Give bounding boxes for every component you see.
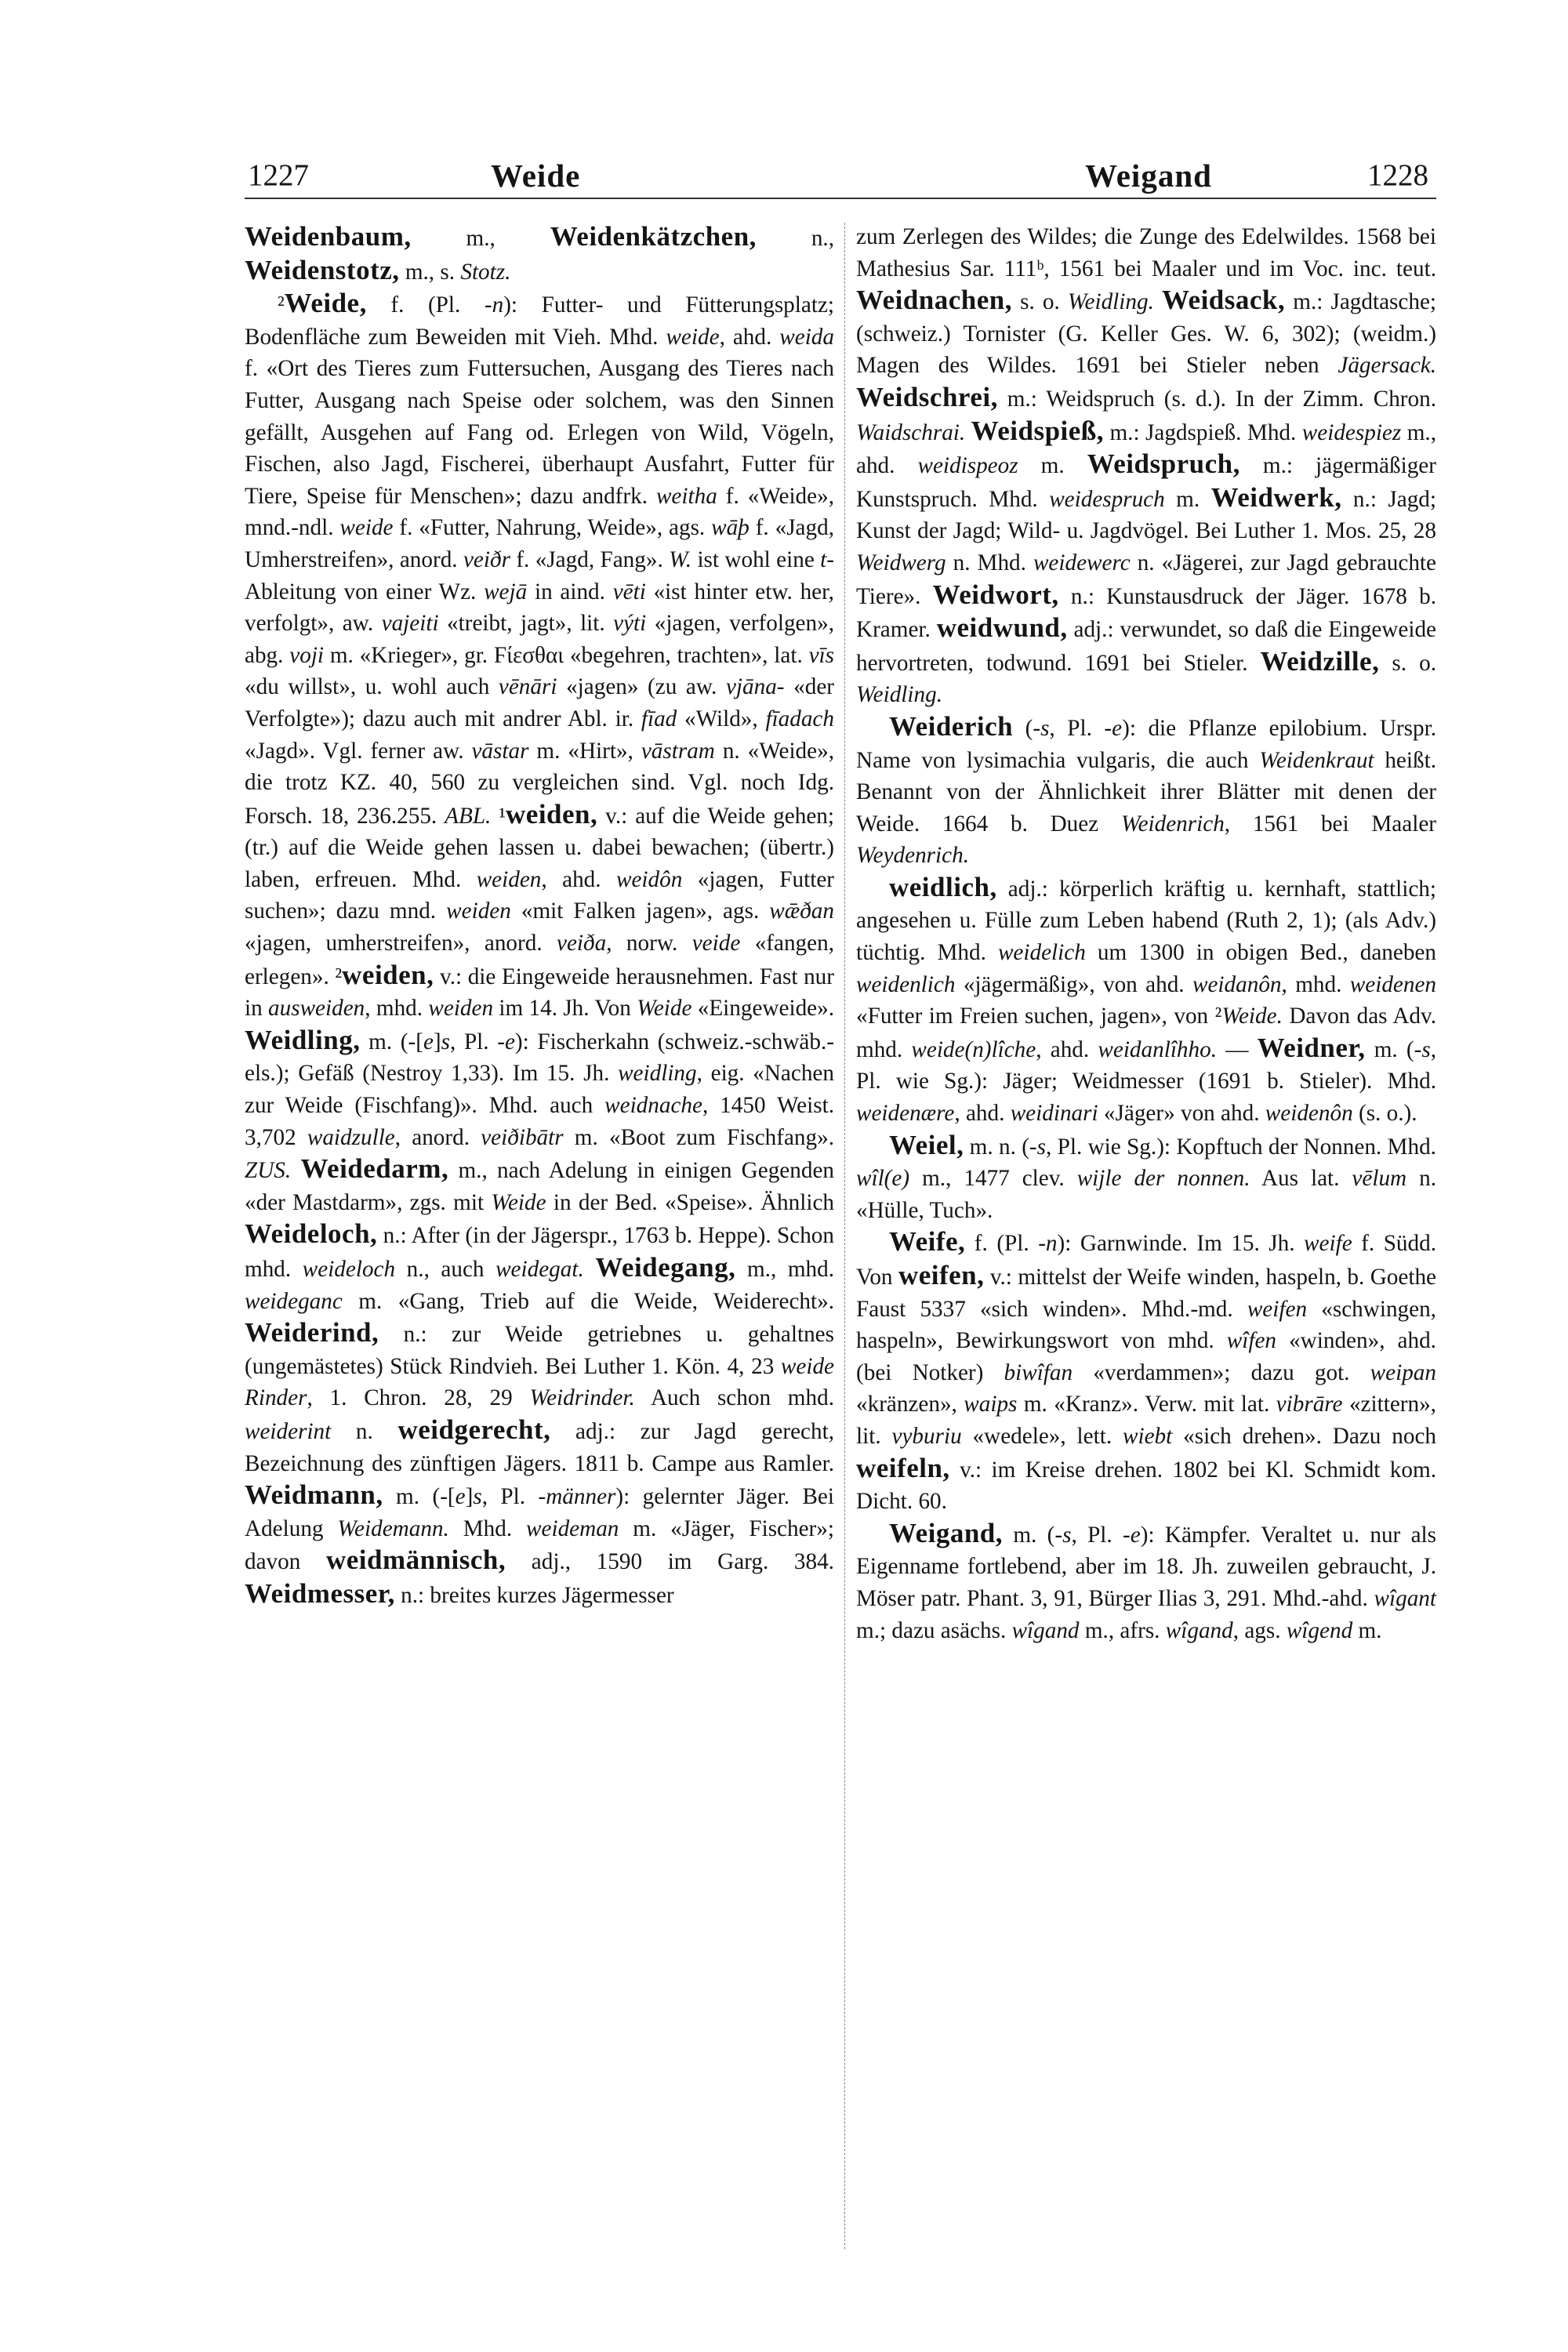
italic-form: veiðr xyxy=(463,546,510,572)
entry-text: adj.: körperlich kräftig u. kernhaft, stattlich; angesehen u. Fülle zum Leben habend (Ruth 2, 1); (als Adv.) tüchtig. Mhd. xyxy=(856,876,1436,966)
entry-text: m. «Gang, Trieb auf die Weide, Weiderecht». xyxy=(342,1288,834,1314)
column-divider xyxy=(844,223,845,2249)
entry-text: «treibt, jagt», lit. xyxy=(438,611,614,637)
headword: Weidedarm, xyxy=(300,1153,449,1185)
italic-form: weidewerc xyxy=(1033,550,1131,575)
entry-text: «mit Falken jagen», ags. xyxy=(510,898,770,924)
italic-form: e xyxy=(423,1029,434,1054)
italic-form: wîgant xyxy=(1374,1585,1436,1611)
entry-text: m. (-[ xyxy=(360,1029,423,1054)
entry-text: m., nach Adelung in einigen Gegenden «der Mastdarm», zgs. mit xyxy=(245,1158,835,1215)
entry-paragraph xyxy=(856,872,1436,1130)
entry-text: , Pl. - xyxy=(1049,715,1112,741)
entry-text: m. «Jäger, Fischer»; davon xyxy=(245,1515,834,1575)
italic-form: weidespiez xyxy=(1301,419,1402,445)
entry-text: in aind. xyxy=(527,579,613,604)
headword: Weidnachen, xyxy=(856,285,1013,316)
entry-text: , Pl. wie Sg.): Kopftuch der Nonnen. Mhd. xyxy=(1046,1134,1436,1160)
italic-form: voji xyxy=(289,642,325,668)
entry-text: , mhd. xyxy=(365,996,429,1022)
italic-form: Weide xyxy=(637,996,692,1022)
entry-text: (s. o.). xyxy=(1352,1101,1417,1127)
entry-text: v.: mittelst der Weife winden, haspeln, b. Goethe Faust 5337 «sich winden». Mhd.-md. xyxy=(856,1265,1436,1322)
headword: weifen, xyxy=(898,1260,985,1290)
entry-text: f. (Pl. xyxy=(366,292,485,318)
italic-form: weidôn xyxy=(616,866,683,892)
entry-text: ): gelernter Jäger. Bei Adelung xyxy=(245,1484,834,1541)
entry-text: «kränzen», xyxy=(856,1392,964,1417)
italic-form: weitha xyxy=(655,483,717,509)
entry-text: «sich drehen». Dazu noch xyxy=(1172,1423,1436,1449)
headword: Weidschrei, xyxy=(856,381,998,412)
italic-form: weidnache xyxy=(604,1093,702,1119)
running-head-right: Weigand xyxy=(1085,158,1212,194)
entry-text: m.: Jagdtasche; (schweiz.) Tornister (G. Keller Ges. W. 6, 302); (weidm.) Magen des Wildes. 1691 bei Stieler neben xyxy=(856,289,1437,379)
entry-text: , Pl. - xyxy=(1071,1522,1131,1548)
entry-text: heißt. Benannt von der Ähnlichkeit ihrer Blätter mit denen der Weide. 1664 b. Duez xyxy=(856,747,1436,837)
italic-form: ABL. xyxy=(445,803,492,829)
italic-form: vibrāre xyxy=(1276,1392,1343,1417)
entry-paragraph xyxy=(856,1518,1436,1646)
italic-form: weidegat. xyxy=(495,1257,584,1282)
italic-form: vajeiti xyxy=(381,611,439,637)
italic-form: -n xyxy=(484,292,504,318)
italic-form: -n xyxy=(1038,1231,1058,1257)
entry-text: n. «Weide», die trotz KZ. 40, 560 zu vergleichen sind. Vgl. noch Idg. Forsch. 18, 236.255. xyxy=(245,738,834,829)
entry-text: m. (- xyxy=(1003,1522,1063,1548)
entry-text: m. «Hirt», xyxy=(528,738,641,764)
italic-form: vēti xyxy=(612,579,646,604)
italic-form: Weide xyxy=(491,1189,546,1215)
entry-text: «der Verfolgte»); dazu auch mit andrer Abl. ir. xyxy=(245,674,834,731)
italic-form: vāstar xyxy=(471,738,529,764)
italic-form: weipan xyxy=(1370,1359,1436,1385)
entry-text: n., auch xyxy=(395,1257,496,1282)
entry-text: , 1561 bei Maaler xyxy=(1224,811,1436,837)
italic-form: -e xyxy=(497,1029,515,1054)
headword: Weidenkätzchen, xyxy=(550,221,757,252)
headword: Weidspieß, xyxy=(971,415,1105,446)
entry-text: v.: im Kreise drehen. 1802 bei Kl. Schmidt kom. Dicht. 60. xyxy=(856,1457,1436,1515)
italic-form: Weidling. xyxy=(856,682,942,708)
entry-text: (- xyxy=(1013,715,1041,741)
entry-text: m. n. (- xyxy=(964,1134,1037,1160)
entry-text: im 14. Jh. Von xyxy=(493,996,637,1022)
headword: Weidwerk, xyxy=(1210,481,1342,513)
entry-text: , ahd. xyxy=(1036,1036,1098,1062)
entry-text: m.: Weidspruch (s. d.). In der Zimm. Chron. xyxy=(997,386,1436,412)
entry-text: f. «Futter, Nahrung, Weide», ags. xyxy=(393,515,712,541)
entry-text: «Wild», xyxy=(677,706,766,731)
italic-form: s xyxy=(1036,1134,1047,1160)
entry-text: n. «Jägerei, zur Jagd gebrauchte Tiere». xyxy=(856,550,1436,609)
entry-text: s. o. xyxy=(1379,650,1436,676)
headword: Weiel, xyxy=(889,1129,964,1160)
headword: weiden, xyxy=(506,798,598,829)
entry-text: «zittern», lit. xyxy=(856,1392,1436,1449)
headword: Weide, xyxy=(284,288,367,319)
entry-text: s. o. xyxy=(1012,289,1068,315)
italic-form: weidenôn xyxy=(1265,1101,1353,1127)
italic-form: weidenen xyxy=(1349,971,1437,997)
italic-form: wiebt xyxy=(1123,1423,1173,1449)
entry-text: m. «Boot zum Fischfang». xyxy=(563,1124,834,1150)
entry-text: n.: After (in der Jägerspr., 1763 b. Heppe). Schon mhd. xyxy=(245,1223,834,1282)
italic-form: weiden xyxy=(446,898,511,924)
page-number-left: 1227 xyxy=(248,158,309,192)
entry-paragraph xyxy=(856,1130,1436,1227)
entry-text: , ahd. xyxy=(719,324,780,350)
italic-form: fīad xyxy=(641,706,677,731)
entry-paragraph xyxy=(856,221,1436,711)
italic-form: weifen xyxy=(1247,1296,1308,1322)
entry-text: n. Mhd. xyxy=(946,550,1033,575)
italic-form: wejā xyxy=(484,579,528,604)
entry-text: m.: jägermäßiger Kunstspruch. Mhd. xyxy=(856,453,1436,512)
entry-text: ] xyxy=(433,1029,441,1054)
italic-form: vyburiu xyxy=(891,1423,962,1449)
entry-text: m. «Kranz». Verw. mit lat. xyxy=(1017,1392,1276,1417)
entry-text: «jagen, Futter suchen»; dazu mnd. xyxy=(245,866,834,924)
entry-text: Davon das Adv. mhd. xyxy=(856,1004,1437,1062)
entry-text: f. Südd. Von xyxy=(856,1231,1437,1290)
entry-text: — xyxy=(1217,1036,1258,1062)
entry-text: «du willst», u. wohl auch xyxy=(245,674,499,700)
entry-text: «jägermäßig», von ahd. xyxy=(955,971,1192,997)
entry-text: «ist hinter etw. her, verfolgt», aw. xyxy=(245,579,834,637)
italic-form: s xyxy=(1040,715,1050,741)
headword: Weidmesser, xyxy=(245,1577,395,1609)
right-column xyxy=(856,221,1436,1646)
italic-form: Weidling. xyxy=(1067,289,1154,315)
italic-form: e xyxy=(1130,1522,1141,1548)
entry-paragraph xyxy=(856,1226,1436,1517)
italic-form: wîfen xyxy=(1226,1328,1277,1354)
entry-text: Aus lat. xyxy=(1250,1166,1352,1192)
italic-form: vīs xyxy=(808,642,834,668)
italic-form: ausweiden xyxy=(268,996,365,1022)
entry-text: «schwingen, haspeln», Bewirkungswort von mhd. xyxy=(856,1296,1436,1354)
entry-text: , ags. xyxy=(1232,1617,1287,1643)
entry-text: um 1300 in obigen Bed., daneben xyxy=(1085,940,1436,966)
italic-form: weida xyxy=(779,324,834,350)
entry-text: n. xyxy=(331,1418,398,1444)
entry-text: -Ableitung von einer Wz. xyxy=(245,546,834,604)
entry-text: «jagen, verfolgen», abg. xyxy=(245,611,834,668)
headword: Weidzille, xyxy=(1260,645,1380,677)
italic-form: weidelich xyxy=(997,940,1086,966)
italic-form: -männer xyxy=(538,1484,616,1510)
italic-form: weidling xyxy=(618,1061,697,1087)
italic-form: weiden xyxy=(476,866,542,892)
entry-text: f. «Jagd, Fang». xyxy=(510,546,670,572)
entry-text: «Jäger» von ahd. xyxy=(1098,1101,1265,1127)
italic-form: wǣðan xyxy=(769,898,834,924)
entry-text: n.: breites kurzes Jägermesser xyxy=(394,1582,674,1608)
italic-form: s xyxy=(473,1484,482,1510)
entry-text: m., s. xyxy=(399,259,461,285)
italic-form: Weidwerg xyxy=(856,550,946,575)
headword: Weife, xyxy=(889,1226,966,1258)
entry-text: , Pl. xyxy=(481,1484,539,1510)
headword: Weiderich xyxy=(889,710,1014,742)
entry-text: «jagen, umherstreifen», anord. xyxy=(245,931,557,956)
entry-text: n.: zur Weide getriebnes u. gehaltnes (ungemästetes) Stück Rindvieh. Bei Luther 1. Kön. 4, 23 xyxy=(245,1322,834,1379)
headword: Weideloch, xyxy=(245,1218,378,1250)
entry-text: n. «Hülle, Tuch». xyxy=(856,1166,1436,1223)
entry-text: ¹ xyxy=(491,803,506,829)
headword: weidlich, xyxy=(889,871,997,902)
entry-text: m.: Jagdspieß. Mhd. xyxy=(1104,419,1302,445)
italic-form: weife xyxy=(1304,1231,1352,1257)
italic-form: výti xyxy=(613,611,647,637)
italic-form: fīadach xyxy=(765,706,834,731)
headword: Weidner, xyxy=(1257,1032,1366,1063)
entry-text xyxy=(1154,289,1162,314)
entry-text: «winden», ahd. (bei Notker) xyxy=(856,1328,1436,1385)
italic-form: veide xyxy=(691,931,741,956)
italic-form: e xyxy=(455,1484,466,1510)
headword: weidmännisch, xyxy=(325,1544,506,1576)
italic-form: wāþ xyxy=(711,515,750,541)
italic-form: s xyxy=(441,1029,450,1054)
headword: Weigand, xyxy=(889,1517,1004,1548)
italic-form: weiderint xyxy=(245,1418,332,1444)
entry-paragraph xyxy=(245,221,834,288)
italic-form: wîgand xyxy=(1011,1617,1080,1643)
italic-form: veiðibātr xyxy=(481,1124,564,1150)
entry-text: , ahd. xyxy=(954,1101,1011,1127)
italic-form: e xyxy=(1112,715,1123,741)
headword: Weidegang, xyxy=(595,1252,736,1283)
entry-paragraph xyxy=(856,711,1436,872)
entry-text: Auch schon mhd. xyxy=(634,1385,834,1411)
italic-form: ZUS. xyxy=(245,1158,292,1184)
headword: Weidsack, xyxy=(1161,285,1286,316)
entry-text: «wedele», lett. xyxy=(961,1423,1123,1449)
headword: Weidling, xyxy=(245,1024,361,1055)
italic-form: Weidemann. xyxy=(337,1515,449,1541)
italic-form: weidispeoz xyxy=(917,453,1018,479)
entry-text: «Jagd». Vgl. ferner aw. xyxy=(245,738,472,764)
italic-form: weideganc xyxy=(245,1288,343,1314)
italic-form: t xyxy=(820,546,827,572)
headword: Weidwort, xyxy=(932,579,1059,610)
running-head-left: Weide xyxy=(491,158,581,194)
entry-text: «verdammen»; dazu got. xyxy=(1073,1359,1370,1385)
italic-form: Weidenkraut xyxy=(1259,747,1374,773)
headword: weiden, xyxy=(342,959,434,990)
entry-text: «fangen, erlegen». ² xyxy=(245,931,834,989)
italic-form: weiden xyxy=(428,996,494,1022)
entry-text: v.: die Eingeweide herausnehmen. Fast nur in xyxy=(245,964,834,1022)
italic-form: Weidrinder. xyxy=(529,1385,635,1411)
entry-text: ): Fischerkahn (schweiz.-schwäb.-els.); Gefäß (Nestroy 1,33). Im 15. Jh. xyxy=(245,1029,834,1087)
italic-form: Waidschrai. xyxy=(856,419,966,445)
italic-form: weide Rinder xyxy=(245,1353,834,1411)
entry-text: m.; dazu asächs. xyxy=(856,1617,1012,1643)
entry-text: , norw. xyxy=(606,931,692,956)
italic-form: weidespruch xyxy=(1049,486,1165,512)
entry-text: , eig. «Nachen zur Weide (Fischfang)». Mhd. auch xyxy=(245,1061,834,1119)
italic-form: waips xyxy=(964,1392,1018,1417)
entry-text xyxy=(965,420,971,445)
headword: Weidmann, xyxy=(245,1479,383,1511)
entry-text: «Eingeweide». xyxy=(691,996,835,1022)
entry-text: ): Garnwinde. Im 15. Jh. xyxy=(1057,1231,1305,1257)
italic-form: vēnāri xyxy=(498,674,557,700)
left-column xyxy=(245,221,834,1612)
entry-text: m., xyxy=(411,226,550,251)
entry-text: adj., 1590 im Garg. 384. xyxy=(506,1549,834,1575)
entry-text: , anord. xyxy=(394,1124,481,1150)
italic-form: weidinari xyxy=(1010,1101,1098,1127)
entry-text xyxy=(291,1158,300,1183)
entry-text: , ahd. xyxy=(541,866,616,892)
entry-text: n.: Kunstausdruck der Jäger. 1678 b. Kramer. xyxy=(856,583,1436,643)
entry-text: ² xyxy=(278,292,285,318)
italic-form: weide xyxy=(666,324,720,350)
headword: Weidenstotz, xyxy=(245,254,400,285)
italic-form: wijle der nonnen. xyxy=(1076,1166,1250,1192)
italic-form: weidenlich xyxy=(856,971,956,997)
entry-text: m., mhd. xyxy=(735,1257,835,1282)
entry-text: m. «Krieger», gr. Ϝίεσθαι «begehren, trachten», lat. xyxy=(324,642,809,668)
italic-form: vjāna- xyxy=(725,674,785,700)
italic-form: wîgand xyxy=(1165,1617,1233,1643)
entry-text: n.: Jagd; Kunst der Jagd; Wild- u. Jagdvögel. Bei Luther 1. Mos. 25, 28 xyxy=(856,486,1436,544)
headword: weifeln, xyxy=(856,1452,950,1483)
italic-form: vēlum xyxy=(1352,1166,1407,1192)
italic-form: Weidenrich xyxy=(1120,811,1225,837)
entry-text: , 1. Chron. 28, 29 xyxy=(307,1385,530,1411)
entry-text: m., 1477 clev. xyxy=(909,1166,1077,1192)
entry-text: «Futter im Freien suchen, jagen», von ² xyxy=(856,1004,1222,1029)
italic-form: waidzulle xyxy=(307,1124,395,1150)
page-number-right: 1228 xyxy=(1367,158,1428,192)
italic-form: weidanlîhho. xyxy=(1098,1036,1218,1062)
entry-paragraph xyxy=(245,288,834,1611)
entry-text: zum Zerlegen des Wildes; die Zunge des Edelwildes. 1568 bei Mathesius Sar. 111ᵇ, 1561 bei Maaler und im Voc. inc. teut. xyxy=(856,224,1436,281)
headword: Weiderind, xyxy=(245,1317,379,1348)
headword: Weidenbaum, xyxy=(245,221,412,252)
italic-form: wîgend xyxy=(1286,1617,1353,1643)
italic-form: wîl(e) xyxy=(856,1166,910,1192)
entry-text: f. «Ort des Tieres zum Futtersuchen, Ausgang des Tieres nach Futter, Ausgang nach Speise oder solchem, was den Sinnen gefällt, Ausgehen auf Fang od. Erlegen von Wild, Vögeln, Fischen, also Jagd, Fischerei, überhaupt Ausfahrt, Futter für Tiere, Speise für Menschen»; dazu andfrk. xyxy=(245,356,834,509)
entry-text: ): Futter- und Fütterungsplatz; Bodenfläche zum Beweiden mit Vieh. Mhd. xyxy=(245,292,835,350)
entry-text: m., ahd. xyxy=(856,419,1436,479)
italic-form: Jägersack. xyxy=(1338,353,1436,379)
entry-text xyxy=(584,1257,596,1282)
entry-text: , mhd. xyxy=(1281,971,1350,997)
italic-form: weideloch xyxy=(302,1257,396,1282)
italic-form: biwîfan xyxy=(1004,1359,1073,1385)
entry-text: m. xyxy=(1018,453,1087,479)
headword: Weidspruch, xyxy=(1087,448,1240,480)
headword: weidwund, xyxy=(936,612,1068,644)
entry-text: , Pl. wie Sg.): Jäger; Weidmesser (1691 b. Stieler). Mhd. xyxy=(856,1036,1436,1094)
entry-text: ] xyxy=(465,1484,474,1510)
entry-text: m., afrs. xyxy=(1079,1617,1166,1643)
entry-text: m. xyxy=(1352,1617,1382,1643)
italic-form: s xyxy=(1421,1036,1431,1062)
entry-text: f. (Pl. xyxy=(965,1231,1039,1257)
italic-form: s xyxy=(1062,1522,1072,1548)
italic-form: weide xyxy=(339,515,394,541)
headword: weidgerecht, xyxy=(397,1414,551,1445)
italic-form: W. xyxy=(669,546,692,572)
entry-text: m. (- xyxy=(1365,1036,1422,1062)
entry-text: ist wohl eine xyxy=(691,546,821,572)
entry-text: adj.: zur Jagd gerecht, Bezeichnung des zünftigen Jägers. 1811 b. Campe aus Ramler. xyxy=(245,1418,834,1476)
entry-text: adj.: verwundet, so daß die Eingeweide hervortreten, todwund. 1691 bei Stieler. xyxy=(856,617,1436,676)
entry-text: ): Kämpfer. Veraltet u. nur als Eigenname fortlebend, aber im 18. Jh. zuweilen gebraucht, J. Möser patr. Phant. 3, 91, Bürger Ilias 3, 291. Mhd.-ahd. xyxy=(856,1522,1436,1611)
italic-form: Stotz. xyxy=(460,259,511,285)
entry-text: m. xyxy=(1164,486,1211,512)
header-rule xyxy=(245,198,1436,199)
italic-form: Weide. xyxy=(1221,1004,1283,1029)
italic-form: Weydenrich. xyxy=(856,843,969,869)
entry-text: , 1450 Weist. 3,702 xyxy=(245,1093,834,1150)
entry-text: f. «Jagd, Umherstreifen», anord. xyxy=(245,515,834,572)
italic-form: weidenære xyxy=(856,1101,955,1127)
italic-form: weideman xyxy=(526,1515,619,1541)
entry-text: v.: auf die Weide gehen; (tr.) auf die Weide gehen lassen u. dabei bewachen; (übertr.) laben, erfreuen. Mhd. xyxy=(245,803,834,892)
entry-text: in der Bed. «Speise». Ähnlich xyxy=(546,1189,834,1215)
entry-text: m. (-[ xyxy=(383,1484,456,1510)
italic-form: veiða xyxy=(557,931,607,956)
entry-text: «jagen» (zu aw. xyxy=(557,674,726,700)
italic-form: weide(n)lîche xyxy=(911,1036,1036,1062)
entry-text: n., xyxy=(756,226,834,251)
entry-text: Mhd. xyxy=(448,1515,527,1541)
italic-form: weidanôn xyxy=(1192,971,1282,997)
entry-text: ): die Pflanze epilobium. Urspr. Name von lysimachia vulgaris, die auch xyxy=(856,715,1436,773)
entry-text: f. «Weide», mnd.-ndl. xyxy=(245,483,834,541)
italic-form: vāstram xyxy=(641,738,715,764)
entry-text: , Pl. xyxy=(450,1029,498,1054)
